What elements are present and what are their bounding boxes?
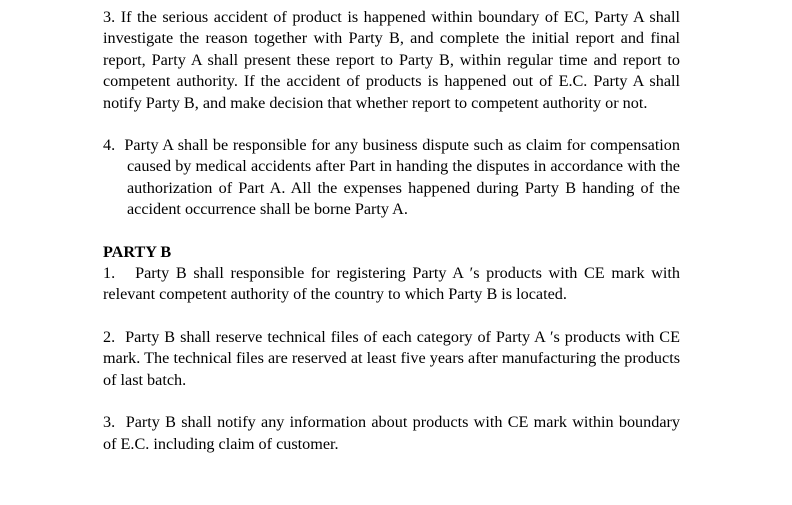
party-b-clause-2: 2. Party B shall reserve technical files of each category of Party A ′s products with CE mark. The technical files are reserved at least five years after manufacturing the products of last batch. [103,327,680,389]
party-b-heading: PARTY B [103,242,172,261]
party-b-clause-3: 3. Party B shall notify any information about products with CE mark within boundary of E.C. including claim of customer. [103,413,680,453]
paragraph-spacer [103,221,680,242]
party-a-clause-4: 4. Party A shall be responsible for any business dispute such as claim for compensation caused by medical accidents after Part in handing the disputes in accordance with the authorization of Part A. All the expenses happened during Party B handing of the accident occurrence shall be borne Party A. [103,136,680,219]
party-a-clause-3: 3. If the serious accident of product is happened within boundary of EC, Party A shall investigate the reason together with Party B, and complete the initial report and final report, Party A shall present these report to Party B, within regular time and report to competent authority. If the accident of products is happened out of E.C. Party A shall notify Party B, and make decision that whether report to competent authority or not. [103,8,680,112]
document-page [103,7,680,455]
paragraph-spacer [103,391,680,412]
paragraph-spacer [103,306,680,327]
paragraph-spacer [103,114,680,135]
party-b-clause-1: 1. Party B shall responsible for registering Party A ′s products with CE mark with relevant competent authority of the country to which Party B is located. [103,264,680,304]
